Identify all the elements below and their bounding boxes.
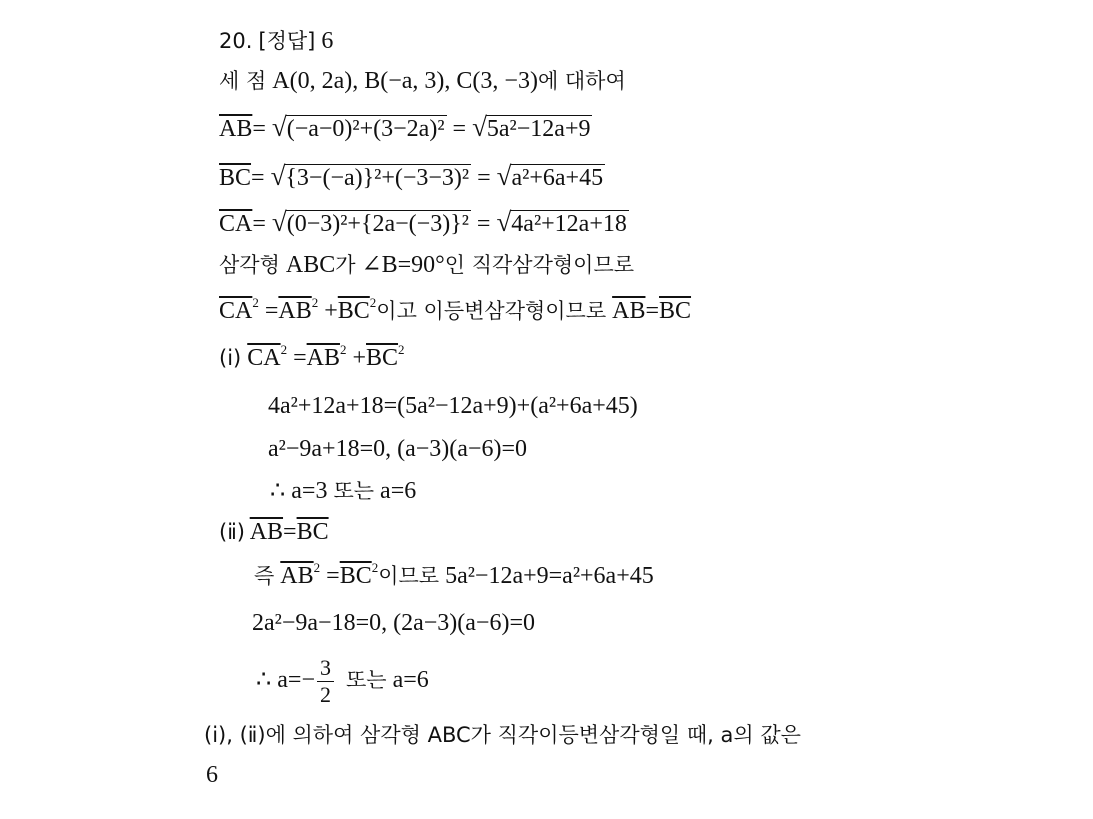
therefore-symbol: ∴ — [270, 478, 286, 504]
sqrt-symbol: √ — [271, 207, 287, 237]
case2-mid: 이므로 — [378, 564, 440, 588]
therefore-symbol: ∴ — [256, 667, 272, 693]
case1-solution-b: a=6 — [380, 478, 417, 504]
conclusion-text — [204, 720, 801, 750]
or-word: 또는 — [346, 668, 387, 692]
sqrt-symbol: √ — [496, 207, 512, 237]
ca-distance-line: $\overline{CA}= √(0-3)^2+\{2a-(-3)\}^2 = √4a^2+12a+18$ — [219, 207, 627, 237]
ab-result: 5a²−12a+9 — [486, 116, 591, 142]
segment-ca: $\overline{CA}$ — [219, 298, 253, 324]
particle-ga: 가 — [335, 253, 356, 277]
point-a: A(0, 2a), — [272, 68, 359, 94]
right-triangle-text: 인 직각삼각형이므로 — [444, 253, 635, 277]
answer-value: 6 — [321, 28, 334, 54]
intro-line — [219, 66, 626, 96]
segment-ab: $\overline{AB}$ — [306, 345, 340, 371]
bc-expression: {3−(−a)}²+(−3−3)² — [285, 165, 470, 191]
segment-bc: $\overline{BC}$ — [339, 563, 372, 589]
conclusion-sentence: (ⅰ), (ⅱ)에 의하여 삼각형 ABC가 직각이등변삼각형일 때, a의 값은 — [204, 723, 801, 747]
segment-ab: $\overline{AB}$ — [249, 519, 284, 545]
segment-ca: $\overline{CA}$ — [219, 211, 253, 237]
answer-header — [219, 26, 333, 56]
segment-bc: $\overline{BC}$ — [296, 519, 329, 545]
case1-label: (ⅰ) — [219, 346, 242, 370]
case2-equation-2: 2a²−9a−18=0, (2a−3)(a−6)=0 — [252, 610, 535, 636]
ca-expression: (0−3)²+{2a−(−3)}² — [286, 211, 469, 237]
angle-b: ∠B=90° — [361, 252, 445, 278]
sqrt-symbol: √ — [472, 112, 487, 142]
case1-header: (ⅰ) $\overline{CA}^2 =\overline{AB}^2 +\overline{BC}^2$ — [219, 342, 405, 371]
segment-ab: $\overline{AB}$ — [219, 116, 253, 142]
sqrt-symbol: √ — [270, 161, 286, 191]
segment-ab: $\overline{AB}$ — [278, 298, 312, 324]
sqrt-symbol: √ — [496, 161, 512, 191]
case2-solution — [256, 650, 429, 710]
segment-bc: $\overline{BC}$ — [219, 165, 252, 191]
ab-expression: (−a−0)²+(3−2a)² — [286, 116, 445, 142]
case2-line-1: 즉 $\overline{AB}^2 =\overline{BC}^2$이므로 5a²−12a+9=a²+6a+45 — [254, 560, 654, 589]
isosceles-text: 이고 이등변삼각형이므로 — [376, 299, 607, 323]
case2-solution-b: a=6 — [392, 667, 429, 693]
segment-ab: $\overline{AB}$ — [280, 563, 314, 589]
case1-solution — [270, 476, 416, 506]
answer-label: [정답] — [258, 29, 316, 53]
fraction-denominator: 2 — [320, 681, 332, 707]
segment-ab: $\overline{AB}$ — [612, 298, 646, 324]
segment-bc: $\overline{BC}$ — [659, 298, 692, 324]
bc-distance-line: $\overline{BC}= √\{3-(-a)\}^2+(-3-3)^2 = √a^2+6a+45$ — [219, 161, 604, 191]
point-c: C(3, −3) — [456, 68, 538, 94]
intro-suffix: 에 대하여 — [537, 69, 626, 93]
case1-equation-1: 4a²+12a+18=(5a²−12a+9)+(a²+6a+45) — [268, 393, 638, 419]
or-word: 또는 — [333, 479, 375, 503]
problem-number: 20. — [219, 29, 253, 53]
case2-prefix: 즉 — [254, 564, 275, 588]
case2-equation-1: 5a²−12a+9=a²+6a+45 — [445, 563, 654, 589]
ab-distance-line: $\overline{AB}= √(-a-0)^2+(3-2a)^2 = √5a^2-12a+9$ — [219, 112, 591, 142]
case2-header: (ⅱ) $\overline{AB}=\overline{BC}$ — [219, 519, 329, 545]
pythagorean-line: $\overline{CA}^2 =\overline{AB}^2 +\overline{BC}^2$이고 이등변삼각형이므로 $\overline{AB}=\overline{BC}$ — [219, 295, 692, 324]
ca-result: 4a²+12a+18 — [511, 211, 627, 237]
fraction-numerator: 3 — [317, 655, 334, 682]
conclusion-answer: 6 — [206, 762, 218, 788]
bc-result: a²+6a+45 — [511, 165, 604, 191]
point-b: B(−a, 3), — [364, 68, 451, 94]
sqrt-symbol: √ — [271, 112, 287, 142]
intro-prefix: 세 점 — [219, 69, 267, 93]
case2-label: (ⅱ) — [219, 520, 245, 544]
segment-ca: $\overline{CA}$ — [247, 345, 281, 371]
triangle-word: 삼각형 — [219, 253, 280, 277]
fraction — [317, 655, 334, 708]
segment-bc: $\overline{BC}$ — [337, 298, 370, 324]
case2-solution-a: a=− — [277, 667, 316, 693]
case1-equation-2: a²−9a+18=0, (a−3)(a−6)=0 — [268, 436, 527, 462]
right-triangle-line — [219, 250, 634, 280]
segment-bc: $\overline{BC}$ — [366, 345, 399, 371]
triangle-abc: ABC — [285, 252, 336, 278]
case1-solution-a: a=3 — [291, 478, 328, 504]
